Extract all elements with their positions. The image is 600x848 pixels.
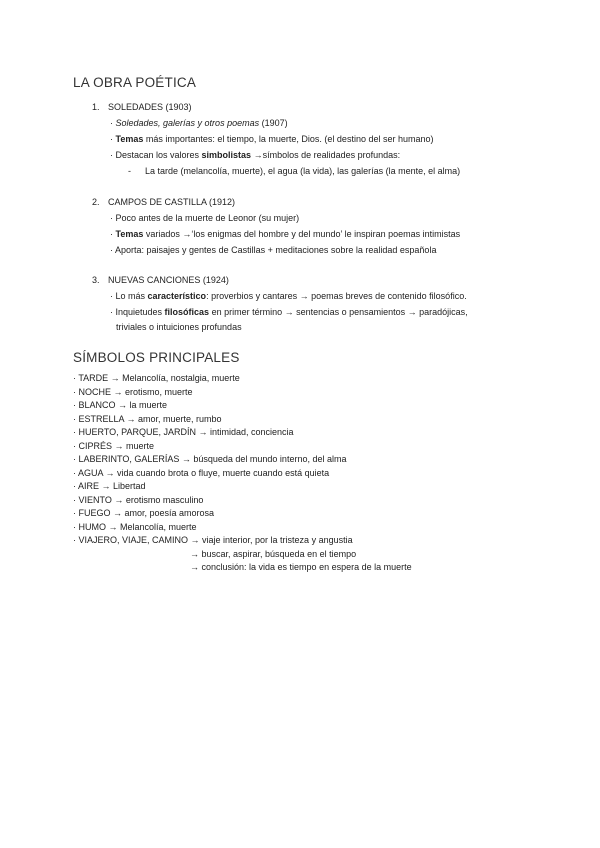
symbol-item: · VIENTO → erotismo masculino — [73, 494, 204, 505]
work-2-heading: CAMPOS DE CASTILLA (1912) — [108, 197, 236, 207]
symbol-item-cont: → conclusión: la vida es tiempo en espera de la muerte — [190, 562, 412, 572]
symbol-item-cont: → buscar, aspirar, búsqueda en el tiempo — [190, 548, 357, 559]
work-1-sub-item: La tarde (melancolía, muerte), el agua (la vida), las galerías (la mente, el alma) — [145, 166, 461, 176]
symbol-item: · HUMO → Melancolía, muerte — [73, 521, 197, 532]
work-3-item-1: · Lo más característico: proverbios y cantares → poemas breves de contenido filosófico. — [110, 291, 467, 301]
work-2-number: 2. — [92, 197, 100, 207]
work-1-number: 1. — [92, 102, 100, 112]
symbols-title: SÍMBOLOS PRINCIPALES — [73, 350, 240, 365]
work-3-number: 3. — [92, 275, 100, 285]
symbol-item: · HUERTO, PARQUE, JARDÍN → intimidad, conciencia — [73, 427, 294, 437]
work-2-item-1: · Poco antes de la muerte de Leonor (su mujer) — [110, 213, 300, 223]
symbol-item: · VIAJERO, VIAJE, CAMINO → viaje interior, por la tristeza y angustia — [73, 535, 353, 545]
work-1-item-1: · Soledades, galerías y otros poemas (1907) — [110, 118, 288, 128]
work-3-heading: NUEVAS CANCIONES (1924) — [108, 275, 229, 285]
work-1-heading: SOLEDADES (1903) — [108, 102, 192, 112]
symbol-item: · LABERINTO, GALERÍAS → búsqueda del mundo interno, del alma — [73, 454, 347, 464]
symbol-item: · BLANCO → la muerte — [73, 400, 168, 410]
work-1-item-3: · Destacan los valores simbolistas →símbolos de realidades profundas: — [110, 150, 401, 160]
work-3-item-2-cont: triviales o intuiciones profundas — [116, 322, 242, 332]
page-title: LA OBRA POÉTICA — [73, 75, 197, 90]
work-2-item-2: · Temas variados →‘los enigmas del hombre y del mundo’ le inspiran poemas intimistas — [110, 229, 461, 239]
work-3-item-2: · Inquietudes filosóficas en primer término → sentencias o pensamientos → paradójicas, — [110, 307, 468, 317]
symbol-item: · TARDE → Melancolía, nostalgia, muerte — [73, 373, 240, 383]
symbol-item: · ESTRELLA → amor, muerte, rumbo — [73, 413, 222, 424]
work-1-sub-dash: - — [128, 166, 131, 176]
symbol-item: · FUEGO → amor, poesía amorosa — [73, 508, 215, 518]
symbol-item: · AGUA → vida cuando brota o fluye, muerte cuando está quieta — [73, 467, 330, 478]
work-1-item-2: · Temas más importantes: el tiempo, la muerte, Dios. (el destino del ser humano) — [110, 134, 434, 144]
symbol-item: · CIPRÉS → muerte — [73, 440, 155, 451]
work-2-item-3: · Aporta: paisajes y gentes de Castillas + meditaciones sobre la realidad española — [110, 245, 437, 255]
symbol-item: · NOCHE → erotismo, muerte — [73, 386, 193, 397]
symbol-item: · AIRE → Libertad — [73, 481, 146, 491]
